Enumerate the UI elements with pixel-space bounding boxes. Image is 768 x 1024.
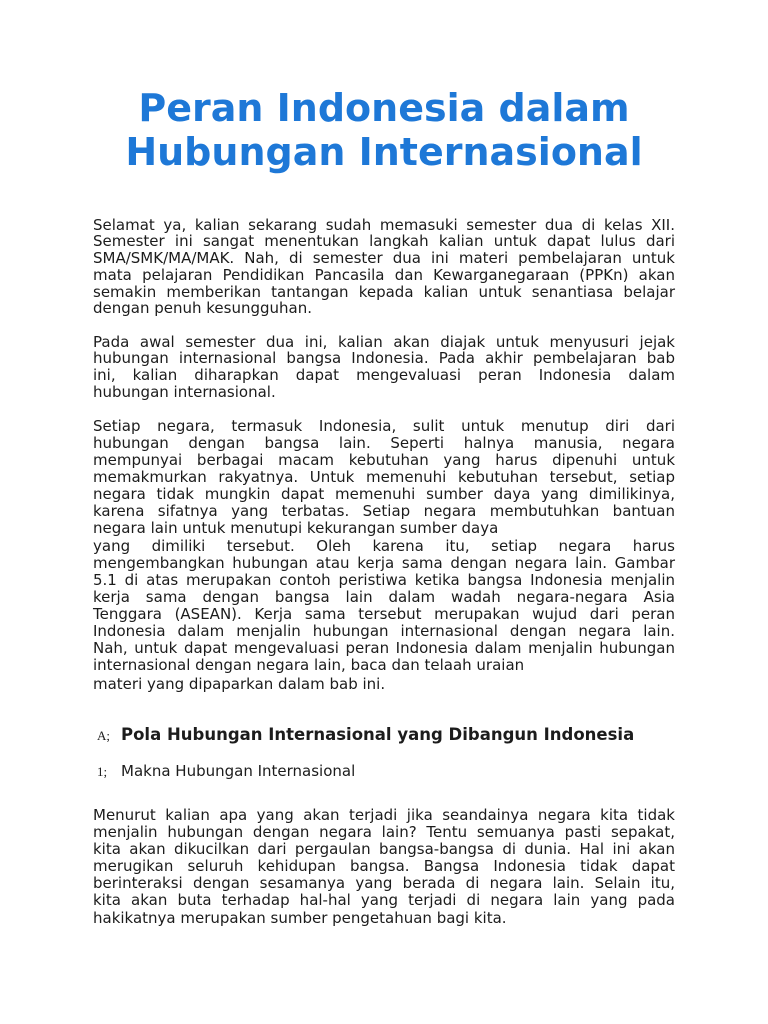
subsection-marker: 1; [97, 764, 108, 779]
section-marker: A; [97, 728, 110, 743]
text-line: merugikan seluruh kehidupan bangsa. Bangsa Indonesia tidak dapat [93, 857, 675, 876]
paragraph-cooperation [93, 538, 675, 674]
text-line: Tenggara (ASEAN). Kerja sama tersebut merupakan wujud dari peran [93, 604, 675, 623]
subsection-title: Makna Hubungan Internasional [121, 762, 356, 780]
text-line: berinteraksi dengan sesamanya yang berada di negara lain. Selain itu, [93, 874, 675, 893]
page-title-line: Hubungan Internasional [125, 130, 643, 174]
text-line: memakmurkan rakyatnya. Untuk memenuhi kebutuhan tersebut, setiap [93, 467, 675, 486]
text-line: ini, kalian diharapkan dapat mengevaluasi peran Indonesia dalam [93, 366, 675, 385]
page-title [0, 86, 768, 174]
subsection-heading-1 [93, 761, 675, 781]
text-line: internasional dengan negara lain, baca dan telaah uraian [93, 655, 525, 674]
text-line: Menurut kalian apa yang akan terjadi jika seandainya negara kita tidak [93, 805, 675, 824]
text-line: Selamat ya, kalian sekarang sudah memasuki semester dua di kelas XII. [93, 215, 675, 234]
page-title-line: Peran Indonesia dalam [138, 86, 630, 130]
text-line: Indonesia dalam menjalin hubungan internasional dengan negara lain. [93, 621, 675, 640]
text-line: kita akan dikucilkan dari pergaulan bangsa-bangsa di dunia. Hal ini akan [93, 839, 675, 858]
text-line: yang dimiliki tersebut. Oleh karena itu, setiap negara harus [93, 536, 675, 555]
text-line: mata pelajaran Pendidikan Pancasila dan Kewarganegaraan (PPKn) akan [93, 265, 675, 284]
text-line: mengembangkan hubungan atau kerja sama dengan negara lain. Gambar [93, 553, 675, 572]
text-line: SMA/SMK/MA/MAK. Nah, di semester dua ini materi pembelajaran untuk [93, 249, 675, 268]
text-line: hubungan internasional bangsa Indonesia. Pada akhir pembelajaran bab [93, 349, 675, 368]
paragraph-intro [93, 217, 675, 318]
text-line: kerja sama dengan bangsa lain dalam wadah negara-negara Asia [93, 587, 675, 606]
paragraph-closing-line [93, 676, 675, 693]
text-line: hakikatnya merupakan sumber pengetahuan bagi kita. [93, 908, 507, 927]
section-title: Pola Hubungan Internasional yang Dibangun Indonesia [121, 725, 635, 744]
text-line: hubungan dengan bangsa lain. Seperti halnya manusia, negara [93, 433, 675, 452]
text-line: negara tidak mungkin dapat memenuhi sumber daya yang dimilikinya, [93, 484, 675, 503]
text-line: Nah, untuk dapat mengevaluasi peran Indonesia dalam menjalin hubungan [93, 638, 675, 657]
paragraph-meaning [93, 807, 675, 927]
paragraph-objective [93, 334, 675, 401]
text-line: negara lain untuk menutupi kekurangan sumber daya [93, 518, 499, 537]
text-line: dengan penuh kesungguhan. [93, 299, 313, 318]
text-line: Semester ini sangat menentukan langkah kalian untuk dapat lulus dari [93, 232, 675, 251]
text-line: 5.1 di atas merupakan contoh peristiwa ketika bangsa Indonesia menjalin [93, 570, 675, 589]
paragraph-needs [93, 418, 675, 537]
text-line: semakin memberikan tantangan kepada kalian untuk senantiasa belajar [93, 282, 675, 301]
text-line: kita akan buta terhadap hal-hal yang terjadi di negara lain yang pada [93, 891, 675, 910]
section-heading-a [93, 725, 675, 745]
text-line: menjalin hubungan dengan negara lain? Tentu semuanya pasti sepakat, [93, 822, 675, 841]
text-line: karena sifatnya yang terbatas. Setiap negara membutuhkan bantuan [93, 501, 675, 520]
text-line: materi yang dipaparkan dalam bab ini. [93, 674, 386, 693]
text-line: Pada awal semester dua ini, kalian akan diajak untuk menyusuri jejak [93, 332, 675, 351]
text-line: hubungan internasional. [93, 382, 276, 401]
text-line: mempunyai berbagai macam kebutuhan yang harus dipenuhi untuk [93, 450, 675, 469]
text-line: Setiap negara, termasuk Indonesia, sulit untuk menutup diri dari [93, 416, 675, 435]
